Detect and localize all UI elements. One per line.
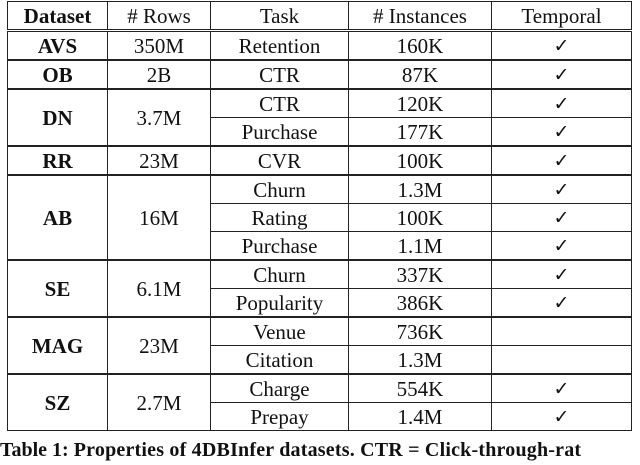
cell-instances: 177K [349,118,492,147]
checkmark-icon: ✓ [492,260,632,289]
caption-label: Table 1: [0,439,69,461]
cell-instances: 160K [349,31,492,61]
cell-task: CVR [211,146,349,175]
table-row [8,60,632,89]
table-row [8,374,632,403]
datasets-table-container [7,1,631,431]
cell-task: Popularity [211,289,349,318]
cell-task: Prepay [211,403,349,431]
header-row [8,2,632,31]
cell-instances: 386K [349,289,492,318]
cell-rows: 2B [108,60,211,89]
cell-task: Purchase [211,118,349,147]
caption-text: Properties of 4DBInfer datasets. CTR = Click-through-rat [73,439,582,461]
cell-instances: 337K [349,260,492,289]
cell-instances: 120K [349,89,492,118]
table-row [8,175,632,204]
cell-dataset: OB [8,60,108,89]
cell-task: CTR [211,60,349,89]
table-row [8,89,632,118]
cell-rows: 16M [108,175,211,260]
checkmark-icon: ✓ [492,232,632,261]
cell-instances: 1.3M [349,175,492,204]
checkmark-icon: ✓ [492,31,632,61]
checkmark-icon: ✓ [492,146,632,175]
table-row [8,317,632,346]
cell-task: Purchase [211,232,349,261]
header-temporal: Temporal [492,2,632,31]
cell-dataset: RR [8,146,108,175]
table-row [8,146,632,175]
cell-dataset: SE [8,260,108,317]
cell-temporal [492,317,632,346]
cell-rows: 3.7M [108,89,211,146]
cell-dataset: DN [8,89,108,146]
cell-instances: 100K [349,204,492,232]
dataset-group [8,260,632,317]
cell-task: Churn [211,175,349,204]
checkmark-icon: ✓ [492,60,632,89]
dataset-group [8,89,632,146]
dataset-group [8,146,632,175]
cell-rows: 350M [108,31,211,61]
cell-task: Churn [211,260,349,289]
dataset-group [8,60,632,89]
cell-task: Citation [211,346,349,375]
dataset-group [8,317,632,374]
checkmark-icon: ✓ [492,374,632,403]
cell-temporal [492,346,632,375]
cell-instances: 1.4M [349,403,492,431]
header-task: Task [211,2,349,31]
cell-task: Retention [211,31,349,61]
cell-instances: 87K [349,60,492,89]
header-instances: # Instances [349,2,492,31]
checkmark-icon: ✓ [492,289,632,318]
header-dataset: Dataset [8,2,108,31]
table-caption [0,438,640,462]
cell-instances: 1.3M [349,346,492,375]
checkmark-icon: ✓ [492,89,632,118]
table-row [8,260,632,289]
cell-task: CTR [211,89,349,118]
cell-instances: 554K [349,374,492,403]
cell-instances: 1.1M [349,232,492,261]
dataset-group [8,31,632,61]
cell-dataset: SZ [8,374,108,431]
cell-rows: 23M [108,146,211,175]
cell-dataset: AB [8,175,108,260]
table-header [8,2,632,31]
checkmark-icon: ✓ [492,118,632,147]
cell-task: Charge [211,374,349,403]
datasets-table [7,1,632,431]
cell-dataset: AVS [8,31,108,61]
checkmark-icon: ✓ [492,175,632,204]
cell-rows: 6.1M [108,260,211,317]
dataset-group [8,374,632,431]
checkmark-icon: ✓ [492,403,632,431]
cell-instances: 100K [349,146,492,175]
cell-task: Venue [211,317,349,346]
table-row [8,31,632,61]
dataset-group [8,175,632,260]
cell-dataset: MAG [8,317,108,374]
header-rows: # Rows [108,2,211,31]
cell-rows: 23M [108,317,211,374]
checkmark-icon: ✓ [492,204,632,232]
cell-rows: 2.7M [108,374,211,431]
cell-instances: 736K [349,317,492,346]
cell-task: Rating [211,204,349,232]
